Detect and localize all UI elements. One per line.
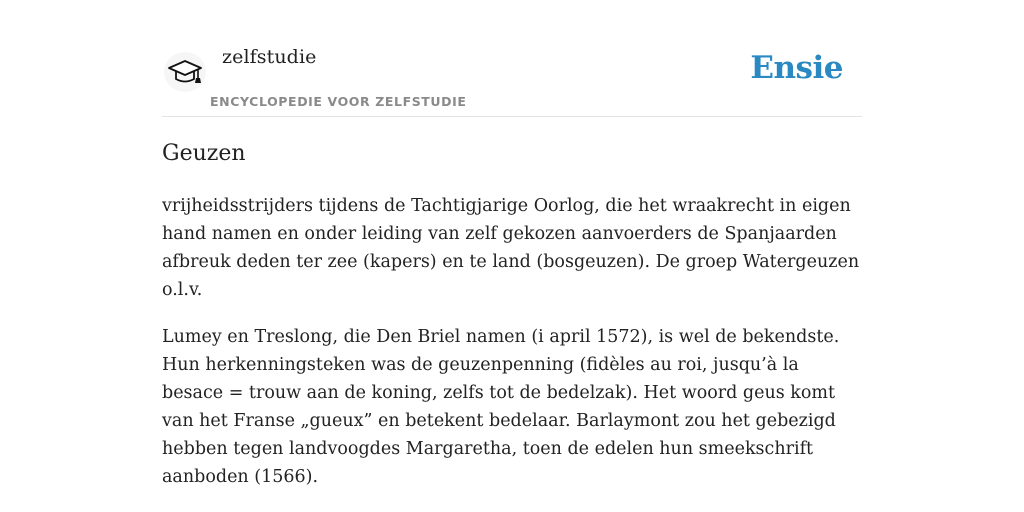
article-paragraph: vrijheidsstrijders tijdens de Tachtigjarige Oorlog, die het wraakrecht in eigen hand namen en onder leiding van zelf gekozen aanvoerders de Spanjaarden afbreuk deden ter zee (kapers) en te land (bosgeuzen). De groep Watergeuzen o.l.v. xyxy=(162,196,860,300)
site-name[interactable]: zelfstudie xyxy=(222,46,317,68)
graduation-cap-icon[interactable] xyxy=(164,52,206,92)
article-paragraph: Lumey en Treslong, die Den Briel namen (i april 1572), is wel de bekendste. Hun herkenningsteken was de geuzenpenning (fidèles au roi, jusqu’à la besace = trouw aan de koning, zelfs tot de bedelzak). Het woord geus komt van het Franse „gueux” en betekent bedelaar. Barlaymont zou het gebezigd hebben tegen landvoogdes Margaretha, toen de edelen hun smeekschrift aanboden (1566). xyxy=(162,327,840,487)
site-header xyxy=(162,0,862,117)
brand-logo[interactable]: Ensie xyxy=(750,50,843,86)
site-tagline: ENCYCLOPEDIE VOOR ZELFSTUDIE xyxy=(210,94,467,109)
article-title: Geuzen xyxy=(162,141,246,166)
article xyxy=(162,138,862,491)
